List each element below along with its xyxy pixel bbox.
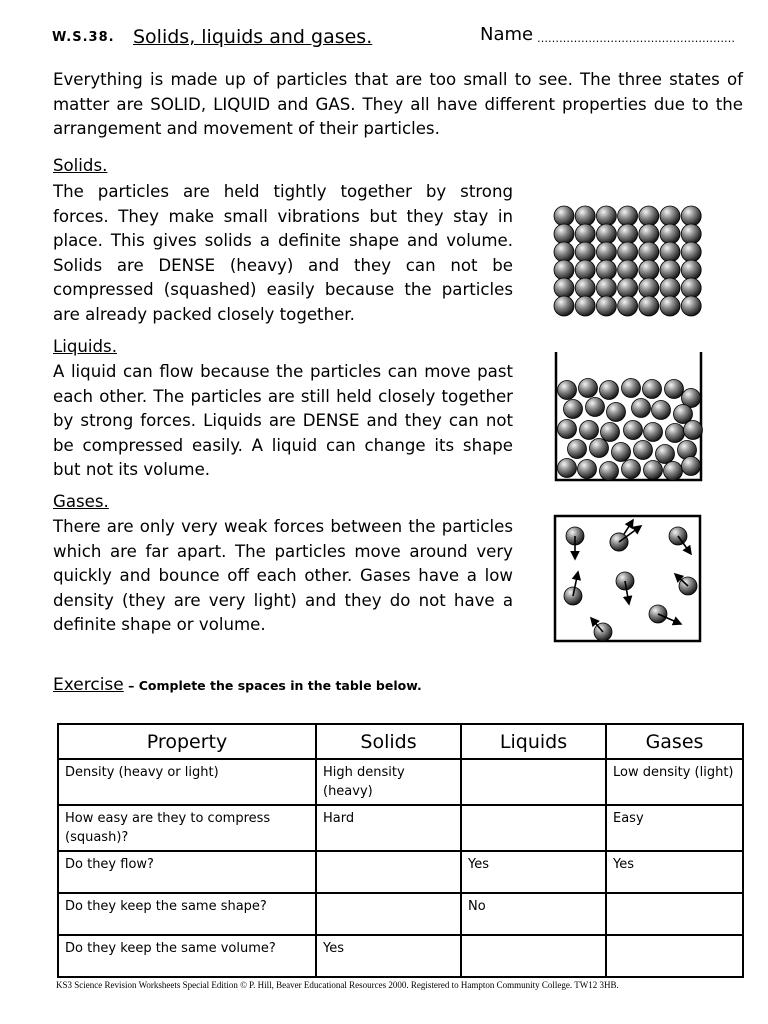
liquids-heading: Liquids. <box>53 337 117 356</box>
liquids-text: A liquid can flow because the particles can move past each other. The particles are still held closely together by strong forces. Liquids are DENSE and they can not be compressed easily. A liquid can change its shape but not its volume. <box>53 362 513 480</box>
property-cell: Do they keep the same volume? <box>58 935 316 977</box>
particle <box>618 242 638 262</box>
property-cell: How easy are they to compress (squash)? <box>58 805 316 851</box>
particle <box>639 224 659 244</box>
particle <box>590 439 609 458</box>
particle <box>665 380 684 399</box>
particle <box>554 224 574 244</box>
particle <box>639 278 659 298</box>
property-cell: Do they flow? <box>58 851 316 893</box>
particle <box>596 296 616 316</box>
particle <box>684 421 703 440</box>
particle <box>674 405 693 424</box>
particle <box>622 460 641 479</box>
particle <box>644 461 663 480</box>
worksheet-title: Solids, liquids and gases. <box>133 26 373 48</box>
particle <box>622 379 641 398</box>
particle <box>554 206 574 226</box>
particle <box>660 260 680 280</box>
particle <box>596 260 616 280</box>
particle <box>575 224 595 244</box>
answer-cell[interactable] <box>316 851 461 893</box>
particle <box>618 260 638 280</box>
particle <box>554 296 574 316</box>
particle <box>554 242 574 262</box>
particle <box>601 423 620 442</box>
solids-text: The particles are held tightly together by strong forces. They make small vibrations but they stay in place. This gives solids a definite shape and volume. Solids are DENSE (heavy) and they can not be compressed (squashed) easily because the particles are already packed closely together. <box>53 182 513 324</box>
particle <box>660 278 680 298</box>
exercise-label: Exercise <box>53 675 124 695</box>
gases-text: There are only very weak forces between the particles which are far apart. The particles move around very quickly and bounce off each other. Gases have a low density (they are very light) and they do not have a definite shape or volume. <box>53 517 513 635</box>
table-row <box>58 805 743 851</box>
particle <box>600 381 619 400</box>
particle <box>575 278 595 298</box>
answer-cell[interactable] <box>606 935 743 977</box>
particle <box>575 206 595 226</box>
properties-table <box>57 723 744 978</box>
particle <box>596 278 616 298</box>
particle <box>568 440 587 459</box>
particle <box>558 381 577 400</box>
answer-cell[interactable]: Yes <box>316 935 461 977</box>
particle <box>607 403 626 422</box>
particle <box>682 457 701 476</box>
particle <box>564 400 583 419</box>
worksheet-code: W.S.38. <box>52 30 115 45</box>
particle <box>660 296 680 316</box>
particle <box>624 421 643 440</box>
answer-cell[interactable]: No <box>461 893 606 935</box>
answer-cell[interactable]: Yes <box>606 851 743 893</box>
particle <box>644 423 663 442</box>
particle <box>639 206 659 226</box>
solids-heading: Solids. <box>53 156 108 175</box>
answer-cell[interactable]: Yes <box>461 851 606 893</box>
particle <box>575 242 595 262</box>
answer-cell[interactable] <box>316 893 461 935</box>
particle <box>632 399 651 418</box>
particle <box>618 296 638 316</box>
answer-cell[interactable]: High density (heavy) <box>316 759 461 805</box>
property-cell: Do they keep the same shape? <box>58 893 316 935</box>
name-label: Name <box>480 24 534 45</box>
answer-cell[interactable]: Hard <box>316 805 461 851</box>
particle <box>600 462 619 481</box>
column-header: Property <box>58 724 316 759</box>
gas-particles-diagram <box>553 514 703 644</box>
exercise-instruction: – Complete the spaces in the table below. <box>123 678 422 693</box>
answer-cell[interactable] <box>606 893 743 935</box>
footer-credit: KS3 Science Revision Worksheets Special Edition © P. Hill, Beaver Educational Resources 2000. Registered to Hampton Community College. TW12 3HB. <box>56 980 619 990</box>
particle <box>639 296 659 316</box>
table-row <box>58 935 743 977</box>
particle <box>660 224 680 244</box>
answer-cell[interactable]: Low density (light) <box>606 759 743 805</box>
particle <box>660 206 680 226</box>
particle <box>660 242 680 262</box>
particle <box>634 441 653 460</box>
particle <box>586 398 605 417</box>
column-header: Solids <box>316 724 461 759</box>
particle <box>618 278 638 298</box>
particle <box>596 224 616 244</box>
particle <box>639 260 659 280</box>
particle <box>643 380 662 399</box>
particle <box>578 460 597 479</box>
particle <box>558 459 577 478</box>
particle <box>681 206 701 226</box>
liquid-particles-diagram <box>553 352 705 484</box>
particle <box>580 421 599 440</box>
particle <box>554 278 574 298</box>
answer-cell[interactable] <box>461 759 606 805</box>
intro-paragraph: Everything is made up of particles that are too small to see. The three states of matter are SOLID, LIQUID and GAS. They all have different properties due to the arrangement and movement of their particles. <box>53 70 743 139</box>
particle <box>575 260 595 280</box>
particle <box>664 462 683 481</box>
particle <box>652 401 671 420</box>
particle <box>618 224 638 244</box>
name-blank: ……………………………………………… <box>537 32 735 45</box>
particle <box>681 296 701 316</box>
particle <box>681 242 701 262</box>
solid-particles-diagram <box>553 205 705 317</box>
answer-cell[interactable] <box>461 935 606 977</box>
table-header-row <box>58 724 743 759</box>
particle <box>612 443 631 462</box>
particle <box>639 242 659 262</box>
property-cell: Density (heavy or light) <box>58 759 316 805</box>
exercise-line <box>53 675 422 695</box>
particle <box>681 260 701 280</box>
answer-cell[interactable]: Easy <box>606 805 743 851</box>
table-row <box>58 759 743 805</box>
particle <box>681 224 701 244</box>
particle <box>656 445 675 464</box>
particle <box>575 296 595 316</box>
particle <box>596 206 616 226</box>
table-row <box>58 893 743 935</box>
particle <box>558 420 577 439</box>
answer-cell[interactable] <box>461 805 606 851</box>
particle <box>681 278 701 298</box>
particle <box>554 260 574 280</box>
particle <box>618 206 638 226</box>
gases-heading: Gases. <box>53 492 109 511</box>
column-header: Gases <box>606 724 743 759</box>
table-row <box>58 851 743 893</box>
particle <box>666 424 685 443</box>
particle <box>579 379 598 398</box>
column-header: Liquids <box>461 724 606 759</box>
particle <box>596 242 616 262</box>
